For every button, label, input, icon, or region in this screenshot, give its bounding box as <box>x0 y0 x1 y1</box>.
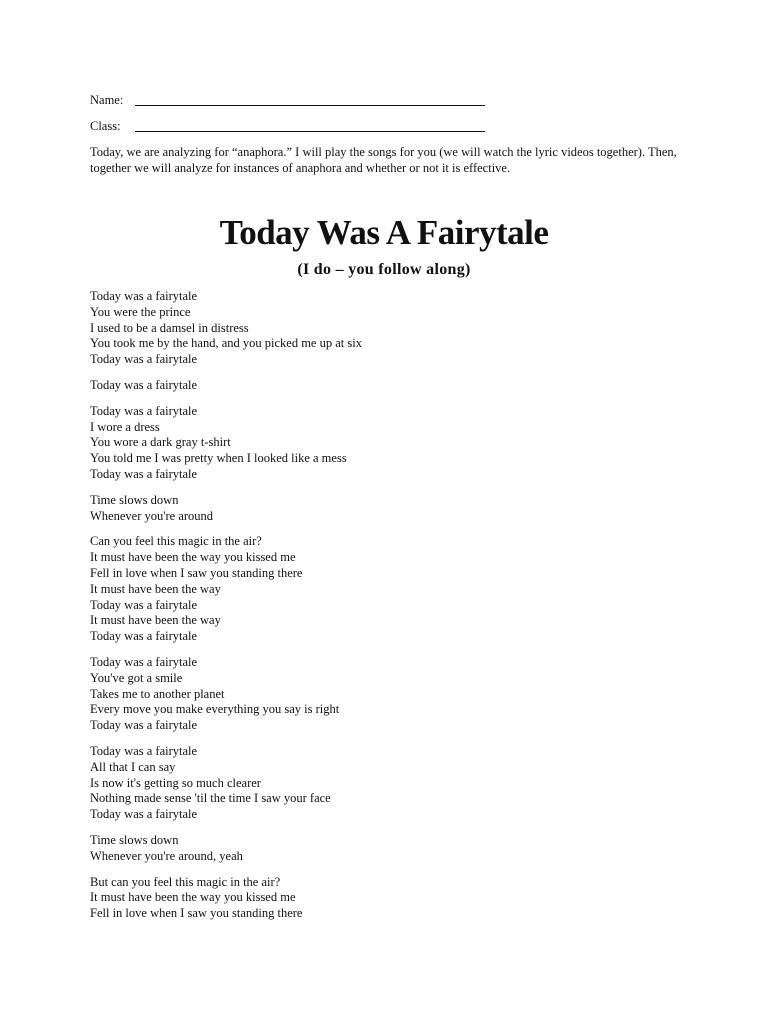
lyric-line: You were the prince <box>90 304 191 319</box>
lyric-line: Today was a fairytale <box>90 718 198 733</box>
lyric-line: Time slows down <box>90 832 179 847</box>
class-blank-line <box>135 131 485 132</box>
lyric-line: Fell in love when I saw you standing there <box>90 565 303 580</box>
lyric-stanza <box>90 404 690 483</box>
lyrics-body <box>90 289 690 922</box>
lyric-stanza <box>90 875 690 922</box>
lyric-line: Today was a fairytale <box>90 377 198 392</box>
lyric-line: I wore a dress <box>90 419 160 434</box>
lyric-line: It must have been the way <box>90 581 221 596</box>
lyric-line: Today was a fairytale <box>90 289 198 303</box>
lyric-line: Today was a fairytale <box>90 403 198 418</box>
lyric-line: Today was a fairytale <box>90 807 198 822</box>
lyric-line: Today was a fairytale <box>90 654 198 669</box>
lyric-line: You told me I was pretty when I looked like a mess <box>90 451 347 466</box>
song-title: Today Was A Fairytale <box>219 213 549 252</box>
lyric-line: Every move you make everything you say is right <box>90 702 340 717</box>
lyric-line: Today was a fairytale <box>90 629 198 644</box>
lyric-line: Today was a fairytale <box>90 743 198 758</box>
lyric-line: You took me by the hand, and you picked me up at six <box>90 336 362 351</box>
name-field-row <box>90 92 690 108</box>
lyric-stanza <box>90 378 690 394</box>
lyric-line: I used to be a damsel in distress <box>90 320 249 335</box>
lyric-line: Whenever you're around, yeah <box>90 848 243 863</box>
lyric-stanza <box>90 655 690 734</box>
lyric-line: You wore a dark gray t-shirt <box>90 435 231 450</box>
lyric-line: It must have been the way you kissed me <box>90 550 296 565</box>
class-field-row <box>90 118 690 134</box>
lyric-line: All that I can say <box>90 759 176 774</box>
lyric-line: It must have been the way you kissed me <box>90 890 296 905</box>
lyric-line: Today was a fairytale <box>90 466 198 481</box>
lyric-stanza <box>90 744 690 823</box>
lyric-line: Takes me to another planet <box>90 686 225 701</box>
lyric-stanza <box>90 833 690 865</box>
lyric-line: Today was a fairytale <box>90 352 198 367</box>
lyric-line: Whenever you're around <box>90 508 214 523</box>
lyric-line: Time slows down <box>90 492 179 507</box>
lyric-line: But can you feel this magic in the air? <box>90 874 281 889</box>
lyric-line: Can you feel this magic in the air? <box>90 534 262 549</box>
worksheet-page <box>90 92 690 932</box>
lyric-line: Fell in love when I saw you standing there <box>90 906 303 921</box>
lyric-stanza <box>90 493 690 525</box>
lyric-line: It must have been the way <box>90 613 221 628</box>
lyric-stanza <box>90 534 690 645</box>
song-subtitle: (I do – you follow along) <box>297 261 471 278</box>
name-blank-line <box>135 105 485 106</box>
class-label: Class: <box>90 119 121 133</box>
lyric-line: You've got a smile <box>90 670 183 685</box>
lyric-line: Nothing made sense 'til the time I saw your face <box>90 791 331 806</box>
intro-paragraph: Today, we are analyzing for “anaphora.” I will play the songs for you (we will watch the lyric videos together). Then, together we will analyze for instances of anaphora and whether or not it is effective. <box>90 145 677 175</box>
lyric-stanza <box>90 289 690 368</box>
name-label: Name: <box>90 93 124 107</box>
lyric-line: Is now it's getting so much clearer <box>90 775 261 790</box>
lyric-line: Today was a fairytale <box>90 597 198 612</box>
